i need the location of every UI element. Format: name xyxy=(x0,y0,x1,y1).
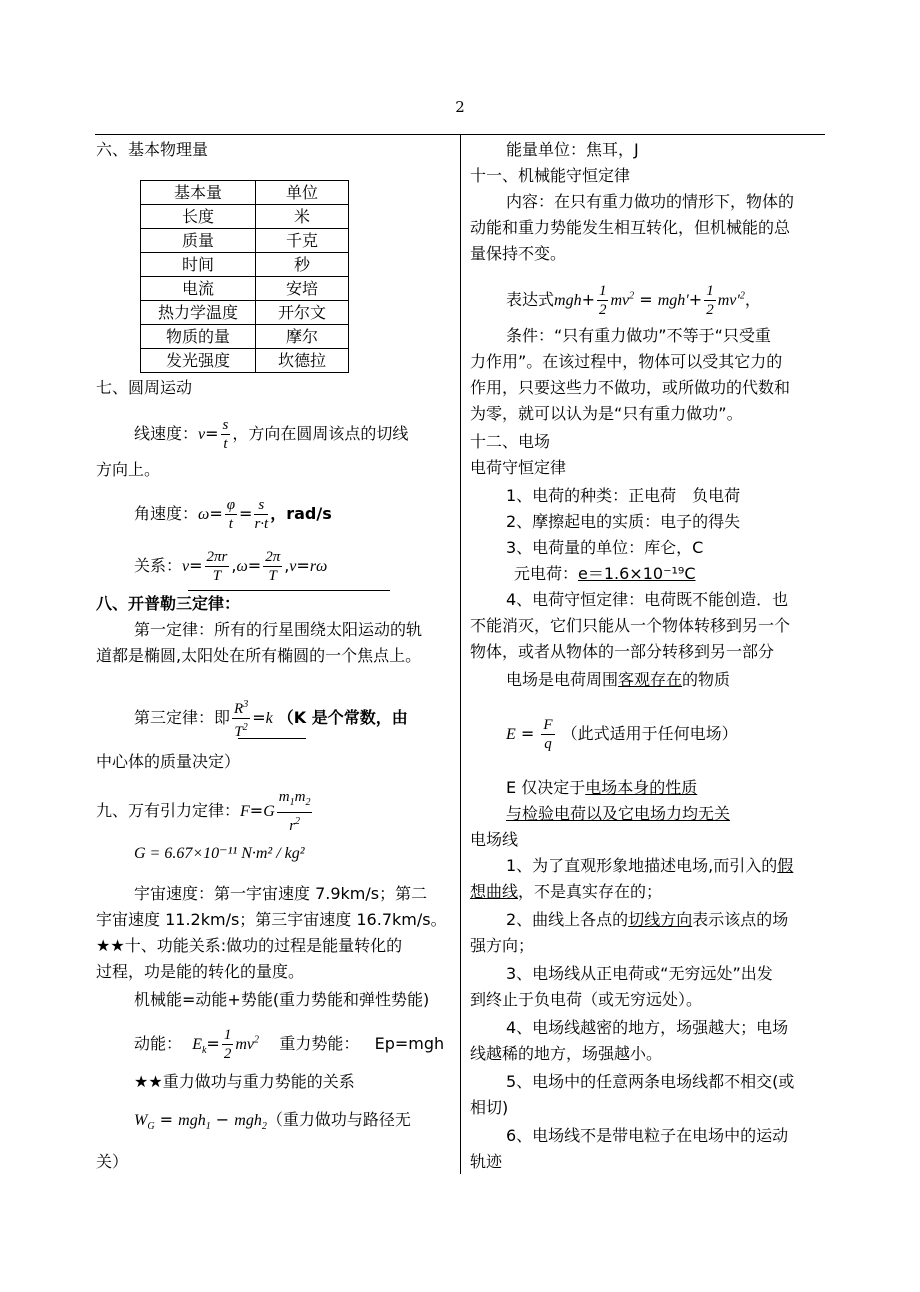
unit-cell: 千克 xyxy=(256,229,349,253)
kinetic-label: 动能： xyxy=(134,1034,183,1053)
angular-unit: ，rad/s xyxy=(270,504,332,523)
field-def-post: 的物质 xyxy=(682,670,731,689)
field-formula: E = $\frac{F}{q}$ （此式适用于任何电场） xyxy=(506,717,738,752)
unit-cell: 摩尔 xyxy=(256,325,349,349)
elementary-charge-value: e＝1.6×10⁻¹⁹C xyxy=(578,564,696,583)
kepler-law3-tail: （K 是个常数，由 xyxy=(277,708,408,727)
section-8-title: 八、开普勒三定律： xyxy=(96,594,241,613)
quantity-cell: 基本量 xyxy=(141,181,256,205)
cosmic-velocity-a: 宇宙速度：第一宇宙速度 7.9km/s；第二 xyxy=(134,884,428,903)
field-dependence xyxy=(506,776,697,800)
field-line-6b: 轨迹 xyxy=(470,1152,503,1171)
field-line-4a: 4、电场线越密的地方，场强越大；电场 xyxy=(506,1018,789,1037)
quantity-cell: 电流 xyxy=(141,277,256,301)
fl1-b-underlined: 想曲线 xyxy=(470,882,519,901)
field-def-pre: 电场是电荷周围 xyxy=(506,670,619,689)
content-c: 量保持不变。 xyxy=(470,244,567,263)
field-line-1b xyxy=(470,880,662,904)
fl2-underlined: 切线方向 xyxy=(628,910,693,929)
field-line-6a: 6、电场线不是带电粒子在电场中的运动 xyxy=(506,1126,789,1145)
energy-unit: 能量单位：焦耳，J xyxy=(506,140,639,159)
field-line-4b: 线越稀的地方，场强越小。 xyxy=(470,1044,663,1063)
unit-cell: 安培 xyxy=(256,277,349,301)
section-12-title: 十二、电场 xyxy=(470,432,551,451)
quantity-cell: 质量 xyxy=(141,229,256,253)
condition-a: 条件：“只有重力做功”不等于“只受重 xyxy=(506,326,771,345)
field-line-2b: 强方向； xyxy=(470,936,535,955)
fl1-b: ，不是真实存在的； xyxy=(518,882,663,901)
unit-cell: 开尔文 xyxy=(256,301,349,325)
units-table-row xyxy=(141,349,349,373)
field-line-5a: 5、电场中的任意两条电场线都不相交(或 xyxy=(506,1072,795,1091)
quantity-cell: 发光强度 xyxy=(141,349,256,373)
charge-item-4b: 不能消灭，它们只能从一个物体转移到另一个 xyxy=(470,616,791,635)
section-9-title: 九、万有引力定律： xyxy=(96,801,241,820)
field-dep-pre: E 仅决定于 xyxy=(506,778,586,797)
gravity-work-tail: （重力做功与路径无 xyxy=(266,1110,411,1129)
section-7-title: 七、圆周运动 xyxy=(96,378,193,397)
field-def-underlined: 客观存在 xyxy=(618,670,683,689)
charge-item-2: 2、摩擦起电的实质：电子的得失 xyxy=(506,512,741,531)
charge-item-4c: 物体，或者从物体的一部分转移到另一部分 xyxy=(470,642,775,661)
content-a: 内容：在只有重力做功的情形下，物体的 xyxy=(506,192,795,211)
gravity-work-line: $W_G = mgh_1 - mgh_2$（重力做功与路径无 xyxy=(134,1110,411,1133)
units-table-row xyxy=(141,277,349,301)
fl2-pre: 2、曲线上各点的 xyxy=(506,910,629,929)
unit-cell: 米 xyxy=(256,205,349,229)
units-table-row xyxy=(141,205,349,229)
field-line-2a xyxy=(506,908,788,932)
kepler-law3-line: 第三定律：即 $\frac{R^3}{T^2}$ =k （K 是个常数，由 xyxy=(134,696,408,741)
unit-cell: 坎德拉 xyxy=(256,349,349,373)
charge-item-3: 3、电荷量的单位：库仑，C xyxy=(506,538,704,557)
field-line-3a: 3、电场线从正电荷或“无穷远处”出发 xyxy=(506,964,773,983)
expression-label: 表达式 xyxy=(506,290,555,309)
unit-cell: 秒 xyxy=(256,253,349,277)
units-table-header xyxy=(141,181,349,205)
section-6-title: 六、基本物理量 xyxy=(96,140,209,159)
charge-conservation: 电荷守恒定律 xyxy=(470,458,567,477)
condition-c: 作用，只要这些力不做功，或所做功的代数和 xyxy=(470,378,791,397)
content-b: 动能和重力势能发生相互转化，但机械能的总 xyxy=(470,218,791,237)
units-table xyxy=(140,180,349,373)
field-definition xyxy=(506,668,730,692)
linear-velocity-tail: ，方向在圆周该点的切线 xyxy=(232,424,409,443)
units-table-row xyxy=(141,301,349,325)
units-table-row xyxy=(141,325,349,349)
condition-b: 力作用”。在该过程中，物体可以受其它力的 xyxy=(470,352,783,371)
page-number: 2 xyxy=(455,98,465,116)
linear-velocity-line: 线速度：v= $\frac{s}{t}$ ，方向在圆周该点的切线 xyxy=(134,417,409,452)
kepler-law3-label: 第三定律：即 xyxy=(134,708,231,727)
fl1-a: 1、为了直观形象地描述电场,而引入的 xyxy=(506,856,778,875)
units-table-row xyxy=(141,229,349,253)
linear-velocity-label: 线速度： xyxy=(134,424,199,443)
law3-underline xyxy=(238,738,306,739)
kepler-law1-b: 道都是椭圆,太阳处在所有椭圆的一个焦点上。 xyxy=(96,646,422,665)
condition-d: 为零，就可以认为是“只有重力做功”。 xyxy=(470,404,743,423)
field-dep-underlined: 电场本身的性质 xyxy=(585,778,698,797)
unit-cell: 单位 xyxy=(256,181,349,205)
section-11-title: 十一、机械能守恒定律 xyxy=(470,166,631,185)
cosmic-velocity-b: 宇宙速度 11.2km/s；第三宇宙速度 16.7km/s。 xyxy=(96,910,447,929)
field-lines-title: 电场线 xyxy=(470,830,519,849)
units-table-row xyxy=(141,253,349,277)
gravity-work-tail2: 关） xyxy=(96,1152,129,1171)
field-independence: 与检验电荷以及它电场力均无关 xyxy=(506,804,731,823)
kepler-law1-a: 第一定律：所有的行星围绕太阳运动的轨 xyxy=(134,620,423,639)
gravity-work-title: ★★重力做功与重力势能的关系 xyxy=(134,1072,355,1091)
potential-label: 重力势能： xyxy=(279,1034,360,1053)
field-formula-note: （此式适用于任何电场） xyxy=(561,724,738,743)
angular-velocity-label: 角速度： xyxy=(134,504,199,523)
quantity-cell: 物质的量 xyxy=(141,325,256,349)
column-divider xyxy=(460,134,461,1174)
kinetic-energy-line: 动能： $E_k=$ $\frac{1}{2}$ $mv^2$ 重力势能： Ep=mgh xyxy=(134,1027,445,1062)
fl1-a-underlined: 假 xyxy=(777,856,794,875)
conservation-expression: 表达式mgh+ $\frac{1}{2}$ $mv^2 = mgh'+$ $\frac{1}{2}$ $mv'^2$， xyxy=(506,283,761,318)
elementary-charge xyxy=(514,562,696,586)
quantity-cell: 时间 xyxy=(141,253,256,277)
section-10-b: 过程，功是能的转化的量度。 xyxy=(96,962,305,981)
angular-velocity-line: 角速度：ω= $\frac{\varphi}{t}$ = $\frac{s}{r\cdot t}$ ，rad/s xyxy=(134,497,332,532)
relation-line: 关系：v= $\frac{2\pi r}{T}$ ,ω= $\frac{2\pi}{T}$ ,v=rω xyxy=(134,549,328,584)
elementary-charge-label: 元电荷： xyxy=(514,564,579,583)
potential-expression: Ep=mgh xyxy=(374,1034,445,1053)
charge-item-4a: 4、电荷守恒定律：电荷既不能创造．也 xyxy=(506,590,789,609)
kepler-law3-tail2: 中心体的质量决定） xyxy=(96,752,241,771)
quantity-cell: 热力学温度 xyxy=(141,301,256,325)
gravitational-constant: G = 6.67×10⁻¹¹ N·m² / kg² xyxy=(134,845,305,862)
field-line-5b: 相切) xyxy=(470,1098,509,1117)
section-10-a: ★★十、功能关系:做功的过程是能量转化的 xyxy=(96,936,403,955)
linear-velocity-tail2: 方向上。 xyxy=(96,460,161,479)
quantity-cell: 长度 xyxy=(141,205,256,229)
gravitation-line: 九、万有引力定律：F=G $\frac{m_1m_2}{r^2}$ xyxy=(96,789,311,834)
relation-label: 关系： xyxy=(134,556,183,575)
charge-item-1: 1、电荷的种类：正电荷 负电荷 xyxy=(506,486,741,505)
field-line-3b: 到终止于负电荷（或无穷远处）。 xyxy=(470,990,703,1009)
mechanical-energy: 机械能=动能+势能(重力势能和弹性势能) xyxy=(134,990,430,1009)
relation-underline xyxy=(188,590,390,591)
field-line-1a xyxy=(506,854,793,878)
fl2-post: 表示该点的场 xyxy=(692,910,789,929)
